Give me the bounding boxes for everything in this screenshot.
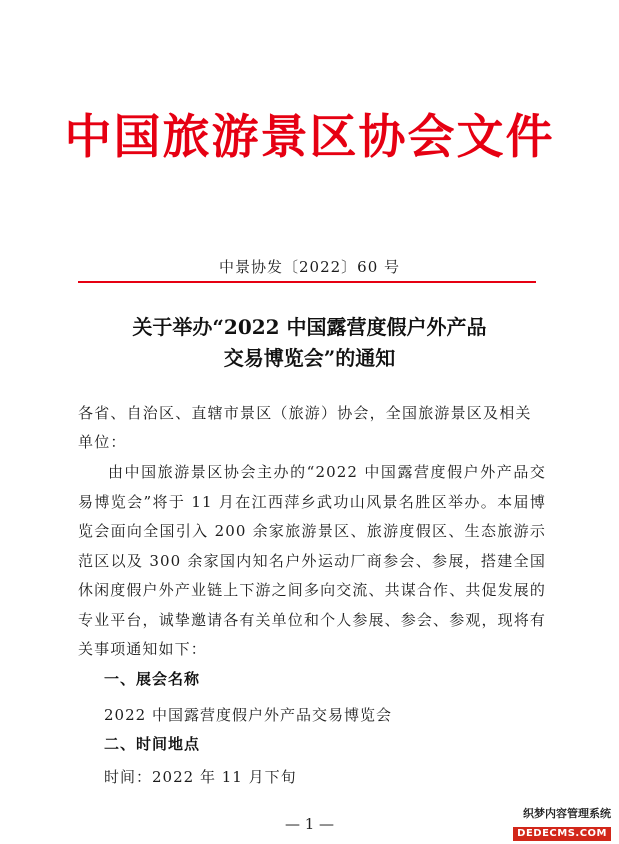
section-heading-time-place: 二、时间地点 [104, 735, 201, 753]
page-number: — 1 — [284, 815, 335, 833]
watermark-title: 织梦内容管理系统 [523, 807, 611, 820]
body-paragraph: 由中国旅游景区协会主办的“2022 中国露营度假户外产品交易博览会”将于 11 月在江西萍乡武功山风景名胜区举办。本届博览会面向全国引入 200 余家旅游景区、旅游度假区、生态旅游示范区以及 300 余家国内知名户外运动厂商参会、参展，搭建全国休闲度假户外产业链上下游之间多向交流、共谋合作、共促发展的专业平台，诚挚邀请各有关单位和个人参展、参会、参观，现将有关事项通知如下： [78, 463, 546, 658]
organization-header: 中国旅游景区协会文件 [64, 110, 555, 165]
section-content-time: 时间：2022 年 11 月下旬 [104, 768, 297, 786]
red-divider-line [78, 281, 536, 283]
recipients-line: 各省、自治区、直辖市景区（旅游）协会，全国旅游景区及相关单位： [78, 404, 532, 451]
site-watermark [507, 806, 611, 838]
watermark-badge: DEDECMS.COM [513, 827, 611, 841]
notice-title [0, 312, 619, 374]
section-heading-exhibition-name: 一、展会名称 [104, 670, 201, 688]
section-content-exhibition-name: 2022 中国露营度假户外产品交易博览会 [104, 706, 392, 724]
notice-title-line-2: 交易博览会”的通知 [223, 346, 396, 370]
document-number: 中景协发〔2022〕60 号 [218, 258, 401, 276]
notice-title-line-1: 关于举办“2022 中国露营度假户外产品 [132, 315, 487, 339]
